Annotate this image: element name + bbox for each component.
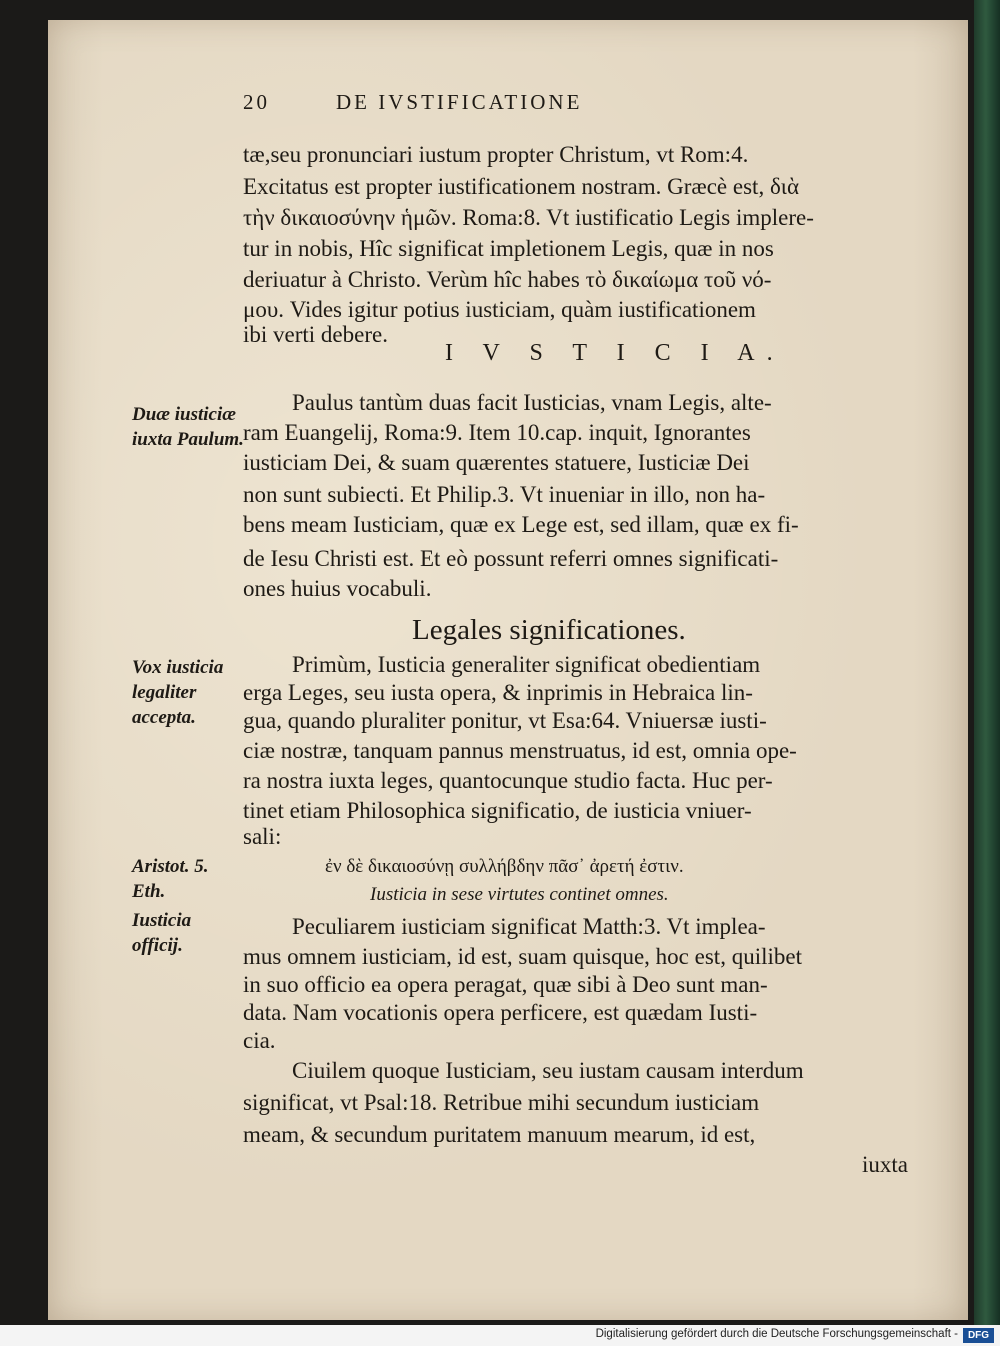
text-line: mus omnem iusticiam, id est, suam quisque, hoc est, quilibet [243,944,802,969]
text-line: Excitatus est propter iustificationem nostram. Græcè est, διὰ [243,174,800,199]
running-head [243,90,843,120]
quote-translation: Iusticia in sese virtutes continet omnes. [370,884,669,905]
text-line: cia. [243,1028,276,1053]
text-line: meam, & secundum puritatem manuum mearum, id est, [243,1122,756,1147]
margin-note: Duæ iusticiæ iuxta Paulum. [132,404,244,450]
text-line: gua, quando pluraliter ponitur, vt Esa:64. Vniuersæ iusti- [243,708,767,733]
text-line: data. Nam vocationis opera perficere, est quædam Iusti- [243,1000,758,1025]
text-line: deriuatur à Christo. Verùm hîc habes τὸ δικαίωμα τοῦ νό- [243,267,772,292]
text-line: ram Euangelij, Roma:9. Item 10.cap. inquit, Ignorantes [243,420,751,445]
text-line: iusticiam Dei, & suam quærentes statuere, Iusticiæ Dei [243,450,750,475]
catchword: iuxta [862,1152,908,1177]
page-number: 20 [243,90,270,114]
text-line: ones huius vocabuli. [243,576,432,601]
section-heading: I V S T I C I A. [445,340,785,366]
text-line: significat, vt Psal:18. Retribue mihi secundum iusticiam [243,1090,760,1115]
running-title: DE IVSTIFICATIONE [336,90,583,114]
text-line: tur in nobis, Hîc significat impletionem Legis, quæ in nos [243,236,774,261]
text-line: ciæ nostræ, tanquam pannus menstruatus, id est, omnia ope- [243,738,797,763]
margin-note: Aristot. 5. Eth. [132,856,209,902]
text-line: bens meam Iusticiam, quæ ex Lege est, sed illam, quæ ex fi- [243,512,799,537]
greek-quote: ἐν δὲ δικαιοσύνῃ συλλήβδην πᾶσ᾽ ἀρετή ἐστιν. [325,856,684,877]
margin-note: Vox iusticia legaliter accepta. [132,657,224,728]
text-line: erga Leges, seu iusta opera, & inprimis in Hebraica lin- [243,680,753,705]
text-line: tæ,seu pronunciari iustum propter Christum, vt Rom:4. [243,142,749,167]
text-line: sali: [243,824,282,849]
text-line: μου. Vides igitur potius iusticiam, quàm iustificationem [243,297,756,322]
text-line: in suo officio ea opera peragat, quæ sibi à Deo sunt man- [243,972,768,997]
footer-credit: Digitalisierung gefördert durch die Deutsche Forschungsgemeinschaft - [595,1328,958,1340]
text-line: Primùm, Iusticia generaliter significat obedientiam [292,652,761,677]
footer-bar [0,1325,1000,1346]
section-heading: Legales significationes. [412,614,686,646]
text-line: non sunt subiecti. Et Philip.3. Vt inueniar in illo, non ha- [243,482,766,507]
dfg-logo: DFG [963,1328,994,1343]
text-line: ibi verti debere. [243,322,388,347]
text-line: de Iesu Christi est. Et eò possunt referri omnes significati- [243,546,779,571]
text-line: tinet etiam Philosophica significatio, de iusticia vniuer- [243,798,752,823]
margin-note: Iusticia officij. [132,910,192,956]
book-cover-edge [974,0,1000,1325]
text-line: ra nostra iuxta leges, quantocunque studio facta. Huc per- [243,768,773,793]
text-line: Peculiarem iusticiam significat Matth:3. Vt implea- [292,914,766,939]
text-line: Ciuilem quoque Iusticiam, seu iustam causam interdum [292,1058,804,1083]
text-line: Paulus tantùm duas facit Iusticias, vnam Legis, alte- [292,390,772,415]
text-line: τὴν δικαιοσύνην ἡμῶν. Roma:8. Vt iustificatio Legis implere- [243,205,814,230]
